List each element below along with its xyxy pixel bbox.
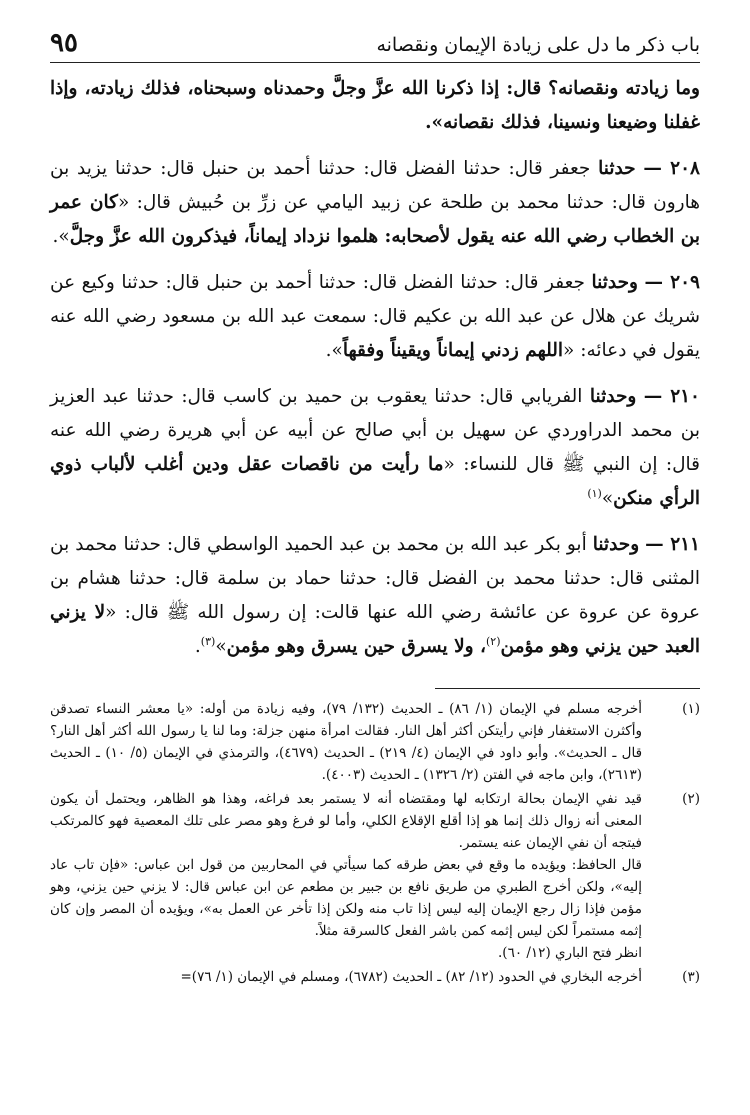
running-title: باب ذكر ما دل على زيادة الإيمان ونقصانه: [376, 34, 700, 56]
hadith-text: لا يزني العبد حين يزني وهو مؤمن: [50, 602, 700, 657]
hadith-209: [50, 266, 700, 368]
main-text: [50, 72, 700, 676]
hadith-closing: ».: [325, 340, 343, 361]
footnote-text-quote: قال الحافظ: ويؤيده ما وقع في بعض طرقه كما سيأتي في المحاربين من قول ابن عباس: «فإن تاب عاد إليه»، ولكن أخرج الطبري من طريق نافع بن جبير بن مطعم عن ابن عباس قال: لا يزني حين يزني، وهو مؤمن فإذا زال رجع الإيمان إليه ليس إذا تاب منه ولكن إذا تأخر عن العمل به»، ويؤيده أن المصر وإن كان إثمه مستمراً لكن ليس إثمه كمن باشر الفعل كالسرقة مثلاً.: [50, 857, 642, 939]
footnote-ref[interactable]: (٢): [485, 634, 501, 648]
hadith-208: [50, 152, 700, 254]
footnote-1: [50, 698, 700, 786]
hadith-text: ما رأيت من ناقصات عقل ودين أغلب لألباب ذوي الرأي منكن: [50, 454, 700, 509]
footnote-ref[interactable]: (١): [587, 486, 602, 500]
footnote-2: [50, 788, 700, 964]
hadith-number: ٢١٠ —: [643, 386, 700, 407]
footnotes: [50, 698, 700, 990]
hadith-number: ٢١١ —: [645, 534, 700, 555]
hadith-lead: وحدثنا: [591, 272, 638, 293]
footnote-text: أخرجه البخاري في الحدود (١٢/ ٨٢) ـ الحديث (٦٧٨٢)، ومسلم في الإيمان (١/ ٧٦)=: [180, 969, 642, 985]
hadith-number: ٢٠٩ —: [644, 272, 700, 293]
footnote-divider: [435, 688, 700, 689]
hadith-211: ٢١١ — وحدثنا أبو بكر عبد الله بن محمد بن عبد الحميد الواسطي قال: حدثنا محمد بن المثنى قال: حدثنا محمد بن الفضل قال: حدثنا حماد بن سلمة قال: حدثنا هشام بن عروة عن عروة عن عائشة رضي الله عنها قالت: إن رسول الله ﷺ قال: «لا يزني العبد حين يزني وهو مؤمن$^{(٢)}$، ولا يسرق حين يسرق وهو مؤمن»$^{(٣)}$.: [50, 534, 700, 657]
footnote-text: قيد نفي الإيمان بحالة ارتكابه لها ومقتضاه أنه لا يستمر بعد فراغه، وهذا هو الظاهر، ويحتمل أن يكون المعنى أنه زوال ذلك إنما هو إذا أقلع الإقلاع الكلي، وأما لو فرغ وهو مصر على تلك المعصية فهو كالمرتكب فيتجه أن نفي الإيمان عنه يستمر.: [50, 791, 642, 851]
footnote-text-reference: انظر فتح الباري (١٢/ ٦٠).: [498, 945, 642, 961]
hadith-text-continued: ، ولا يسرق حين يسرق وهو مؤمن: [226, 636, 486, 657]
hadith-chain: جعفر قال: حدثنا الفضل قال: حدثنا أحمد بن حنبل قال: حدثنا وكيع عن شريك عن هلال عن عبد الله بن عكيم قال: سمعت عبد الله بن مسعود رضي الله عنه يقول في دعائه: «: [50, 272, 700, 361]
page-header: [50, 22, 700, 63]
hadith-chain: الفريابي قال: حدثنا يعقوب بن حميد بن كاسب قال: حدثنا عبد العزيز بن محمد الدراوردي عن سهيل بن أبي صالح عن أبيه عن أبي هريرة رضي الله عنه قال: إن النبي ﷺ قال للنساء: «: [50, 386, 700, 475]
hadith-lead: حدثنا: [598, 158, 636, 179]
footnote-marker: (٢): [682, 791, 700, 807]
footnote-marker: (٣): [682, 969, 700, 985]
footnote-3: [50, 966, 700, 988]
hadith-closing: ».: [52, 226, 70, 247]
hadith-closing: »: [215, 636, 227, 657]
hadith-lead: وحدثنا: [592, 534, 640, 555]
footnote-text: أخرجه مسلم في الإيمان (١/ ٨٦) ـ الحديث (١٣٢/ ٧٩)، وفيه زيادة من أوله: «يا معشر النساء تصدقن وأكثرن الاستغفار فإني رأيتكن أكثر أهل النار. فقالت امرأة منهن جزلة: وما لنا يا رسول الله أكثر أهل النار؟ قال ـ الحديث». وأبو داود في الإيمان (٤/ ٢١٩) ـ الحديث (٤٦٧٩)، والترمذي في الإيمان (٥/ ١٠) ـ الحديث (٢٦١٣)، وابن ماجه في الفتن (٢/ ١٣٢٦) ـ الحديث (٤٠٠٣).: [50, 701, 643, 783]
intro-paragraph: [50, 72, 700, 140]
footnote-marker: (١): [682, 701, 700, 717]
hadith-chain: جعفر قال: حدثنا الفضل قال: حدثنا أحمد بن حنبل قال: حدثنا يزيد بن هارون قال: حدثنا محمد بن طلحة عن زبيد اليامي عن زرِّ بن حُبيش قال: «: [50, 158, 700, 213]
hadith-number: ٢٠٨ —: [643, 158, 700, 179]
hadith-text: كان عمر بن الخطاب رضي الله عنه يقول لأصحابه: هلموا نزداد إيماناً، فيذكرون الله عزَّ وجلَّ: [50, 192, 700, 247]
hadith-lead: وحدثنا: [589, 386, 637, 407]
hadith-text: اللهم زدني إيماناً ويقيناً وفقهاً: [342, 340, 564, 361]
page-number: ٩٥: [50, 28, 78, 58]
hadith-chain: أبو بكر عبد الله بن محمد بن عبد الحميد الواسطي قال: حدثنا محمد بن المثنى قال: حدثنا محمد بن الفضل قال: حدثنا حماد بن سلمة قال: حدثنا هشام بن عروة عن عروة عن عائشة رضي الله عنها قالت: إن رسول الله ﷺ قال: «: [50, 534, 700, 623]
intro-text: وما زيادته ونقصانه؟ قال: إذا ذكرنا الله عزَّ وجلَّ وحمدناه وسبحناه، فذلك زيادته، وإذا غفلنا وضيعنا ونسينا، فذلك نقصانه».: [50, 78, 700, 133]
footnote-ref[interactable]: (٣): [200, 634, 216, 648]
hadith-closing: »: [601, 488, 614, 509]
hadith-210: [50, 380, 700, 516]
